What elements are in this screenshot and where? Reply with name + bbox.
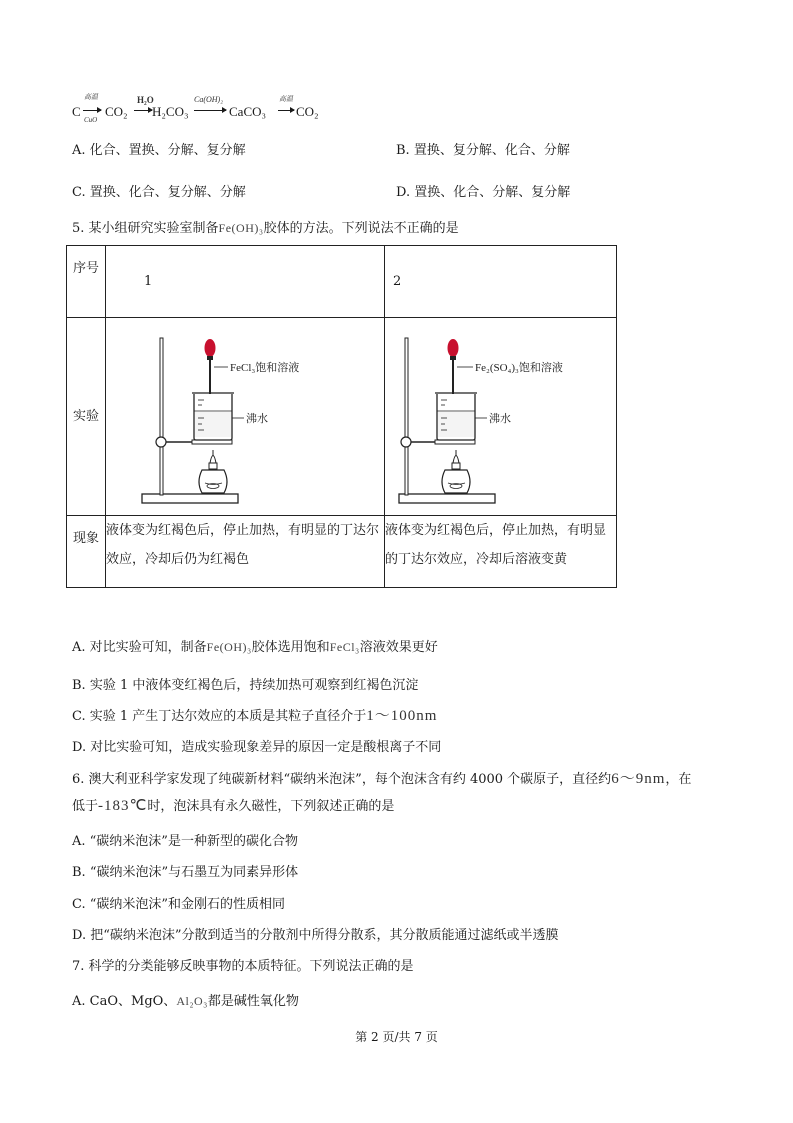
chain-arrow-4	[278, 110, 294, 111]
q5-option-a-post: 溶液效果更好	[359, 640, 438, 655]
chain-cond4-top: 高温	[279, 95, 293, 103]
q5-option-a	[72, 636, 438, 655]
row-header-number: 序号	[67, 246, 106, 318]
q5-option-a-formula-2: FeCl₃	[329, 640, 360, 654]
q5-option-a-formula-1: Fe(OH)₃	[206, 640, 252, 654]
chain-c: C	[72, 104, 81, 119]
q6-option-b: B. “碳纳米泡沫”与石墨互为同素异形体	[72, 865, 299, 880]
q6-stem2-pre: 低于	[72, 799, 99, 814]
q7-option-a-formula: Al₂O₃	[176, 994, 208, 1008]
chain-caco3: CaCO₃	[229, 104, 267, 119]
q5-stem-formula: Fe(OH)₃	[218, 221, 264, 235]
q5-stem-pre: 5. 某小组研究实验室制备	[72, 221, 219, 236]
apparatus-2-illustration	[385, 318, 647, 514]
row-header-observation: 现象	[67, 516, 106, 588]
chain-co2-b: CO₂	[296, 104, 319, 119]
observation-1: 液体变为红褐色后，停止加热，有明显的丁达尔效应，冷却后仍为红褐色	[106, 516, 385, 588]
chain-h2co3: H₂CO₃	[152, 104, 189, 119]
q6-option-c: C. “碳纳米泡沫”和金刚石的性质相同	[72, 897, 286, 912]
row-header-experiment: 实验	[67, 318, 106, 516]
q5-option-c	[72, 704, 437, 725]
q6-diameter-formula: 6～9nm	[611, 771, 666, 787]
reagent-label-1: FeCl₃饱和溶液	[230, 362, 300, 374]
q6-option-d: D. 把“碳纳米泡沫”分散到适当的分散剂中所得分散系，其分散质能通过滤纸或半透膜	[72, 928, 559, 943]
reaction-chain	[72, 92, 372, 126]
reagent-label-2: Fe₂(SO₄)₃饱和溶液	[475, 362, 563, 374]
q5-option-a-mid: 胶体选用饱和	[251, 640, 330, 655]
q6-stem2-post: 时，泡沫具有永久磁性，下列叙述正确的是	[147, 799, 395, 814]
q6-stem-line1	[72, 767, 691, 788]
q6-temperature-formula: -183℃	[98, 798, 148, 814]
chain-cond3: Ca(OH)₂	[194, 95, 223, 104]
chain-arrow-3	[194, 110, 226, 111]
page-footer: 第 2 页/共 7 页	[355, 1030, 438, 1044]
col2-number: 2	[385, 246, 617, 318]
chain-co2-a: CO₂	[105, 104, 128, 119]
q5-option-c-pre: C. 实验 1 产生丁达尔效应的本质是其粒子直径介于	[72, 709, 367, 724]
chain-cond1-top: 高温	[84, 93, 98, 101]
q5-option-b: B. 实验 1 中液体变红褐色后，持续加热可观察到红褐色沉淀	[72, 678, 419, 693]
q5-stem-post: 胶体的方法。下列说法不正确的是	[263, 221, 459, 236]
observation-2: 液体变为红褐色后，停止加热，有明显的丁达尔效应，冷却后溶液变黄	[385, 516, 617, 588]
experiment-1-cell	[106, 318, 385, 516]
q7-stem: 7. 科学的分类能够反映事物的本质特征。下列说法正确的是	[72, 959, 414, 974]
boiling-water-label-2: 沸水	[489, 413, 511, 425]
q6-option-a: A. “碳纳米泡沫”是一种新型的碳化合物	[72, 834, 298, 849]
q6-stem-pre: 6. 澳大利亚科学家发现了纯碳新材料“碳纳米泡沫”，每个泡沫含有约 4000 个碳原子，直径约	[72, 772, 612, 787]
q5-option-c-formula: 1～100nm	[366, 708, 438, 724]
chain-arrow-1	[83, 110, 101, 111]
q4-option-c: C. 置换、化合、复分解、分解	[72, 185, 246, 200]
experiment-table	[66, 245, 617, 588]
q5-stem	[72, 217, 459, 236]
q6-stem-line2	[72, 795, 394, 815]
chain-arrow-2	[134, 110, 152, 111]
q7-option-a	[72, 990, 299, 1009]
chain-cond1-bottom: CuO	[84, 116, 98, 124]
q4-option-b: B. 置换、复分解、化合、分解	[396, 143, 570, 158]
chain-cond2: H₂O	[137, 95, 154, 105]
col1-number: 1	[106, 246, 385, 318]
q4-option-d: D. 置换、化合、分解、复分解	[396, 185, 571, 200]
q6-stem-post: ，在	[665, 772, 692, 787]
q7-option-a-pre: A. CaO、MgO、	[72, 994, 177, 1009]
experiment-2-cell	[385, 318, 617, 516]
q5-option-a-pre: A. 对比实验可知，制备	[72, 640, 207, 655]
apparatus-1-illustration	[106, 318, 356, 514]
boiling-water-label-1: 沸水	[246, 413, 268, 425]
q7-option-a-post: 都是碱性氧化物	[207, 994, 299, 1009]
q5-option-d: D. 对比实验可知，造成实验现象差异的原因一定是酸根离子不同	[72, 740, 442, 755]
q4-option-a: A. 化合、置换、分解、复分解	[72, 143, 246, 158]
